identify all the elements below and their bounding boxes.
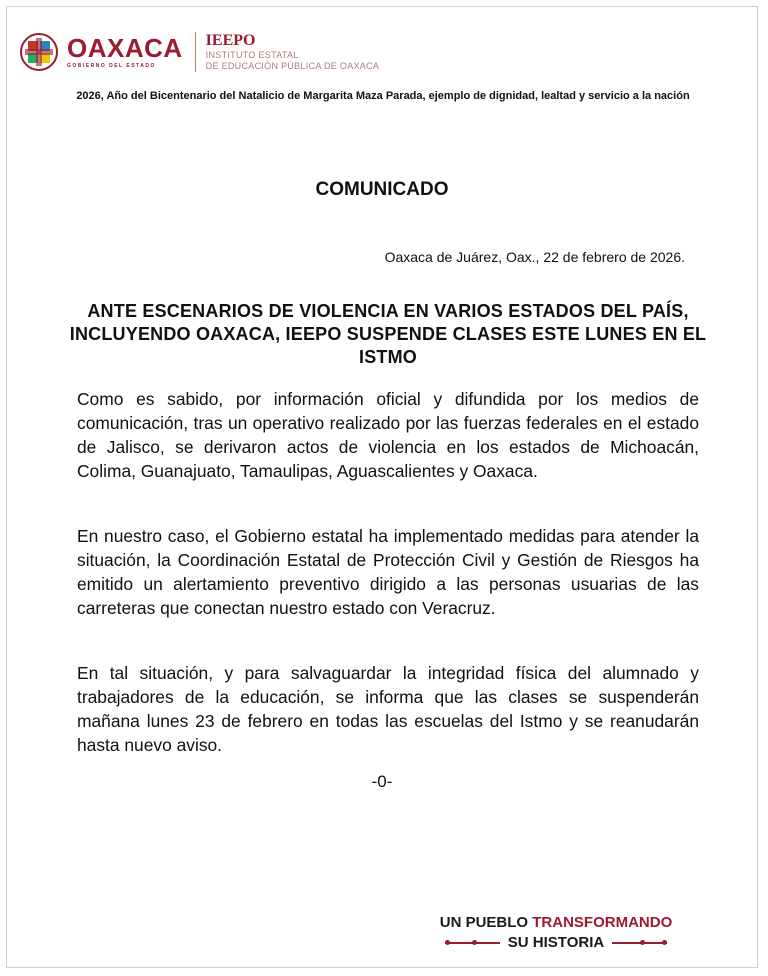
slogan-logo [427,913,685,953]
paragraph-2: En nuestro caso, el Gobierno estatal ha implementado medidas para atender la situación, la Coordinación Estatal de Protección Civil y Gestión de Riesgos ha emitido un alertamiento preventivo dirigido a las personas usuarias de las carreteras que conectan nuestro estado con Veracruz. [77,526,699,618]
document-page [6,6,758,968]
institute-line-2: DE EDUCACIÓN PÚBLICA DE OAXACA [205,61,380,71]
state-logo-text [67,35,183,69]
oaxaca-seal-logo [19,32,59,72]
document-title: COMUNICADO [315,179,449,200]
dateline: Oaxaca de Juárez, Oax., 22 de febrero de 2026. [384,249,685,265]
slogan-part-3: SU HISTORIA [507,934,605,951]
slogan-rule-right [612,942,667,944]
institute-logo-text [206,32,380,72]
state-name: OAXACA [67,33,183,63]
letterhead [19,27,379,77]
paragraph-1: Como es sabido, por información oficial y difundida por los medios de comunicación, tras un operativo realizado por las fuerzas federales en el estado de Jalisco, se derivaron actos de violencia en los estados de Michoacán, Colima, Guanajuato, Tamaulipas, Aguascalientes y Oaxaca. [77,389,699,481]
institute-acronym: IEEPO [205,32,256,49]
year-motto: 2026, Año del Bicentenario del Natalicio de Margarita Maza Parada, ejemplo de dignidad, lealtad y servicio a la nación [76,90,690,102]
institute-line-1: INSTITUTO ESTATAL [205,50,299,60]
slogan-rule-left [445,942,500,944]
header-divider [195,32,196,72]
slogan-part-1: UN PUEBLO [439,914,529,931]
state-subtitle: GOBIERNO DEL ESTADO [67,63,156,69]
paragraph-3: En tal situación, y para salvaguardar la integridad física del alumnado y trabajadores de la educación, se informa que las clases se suspenderán mañana lunes 23 de febrero en todas las escuelas del Istmo y se reanudarán hasta nuevo aviso. [77,663,699,755]
headline: ANTE ESCENARIOS DE VIOLENCIA EN VARIOS ESTADOS DEL PAÍS, INCLUYENDO OAXACA, IEEPO SUSPENDE CLASES ESTE LUNES EN EL ISTMO [69,301,707,367]
end-mark: -0- [371,772,393,791]
slogan-part-2: TRANSFORMANDO [532,914,673,931]
